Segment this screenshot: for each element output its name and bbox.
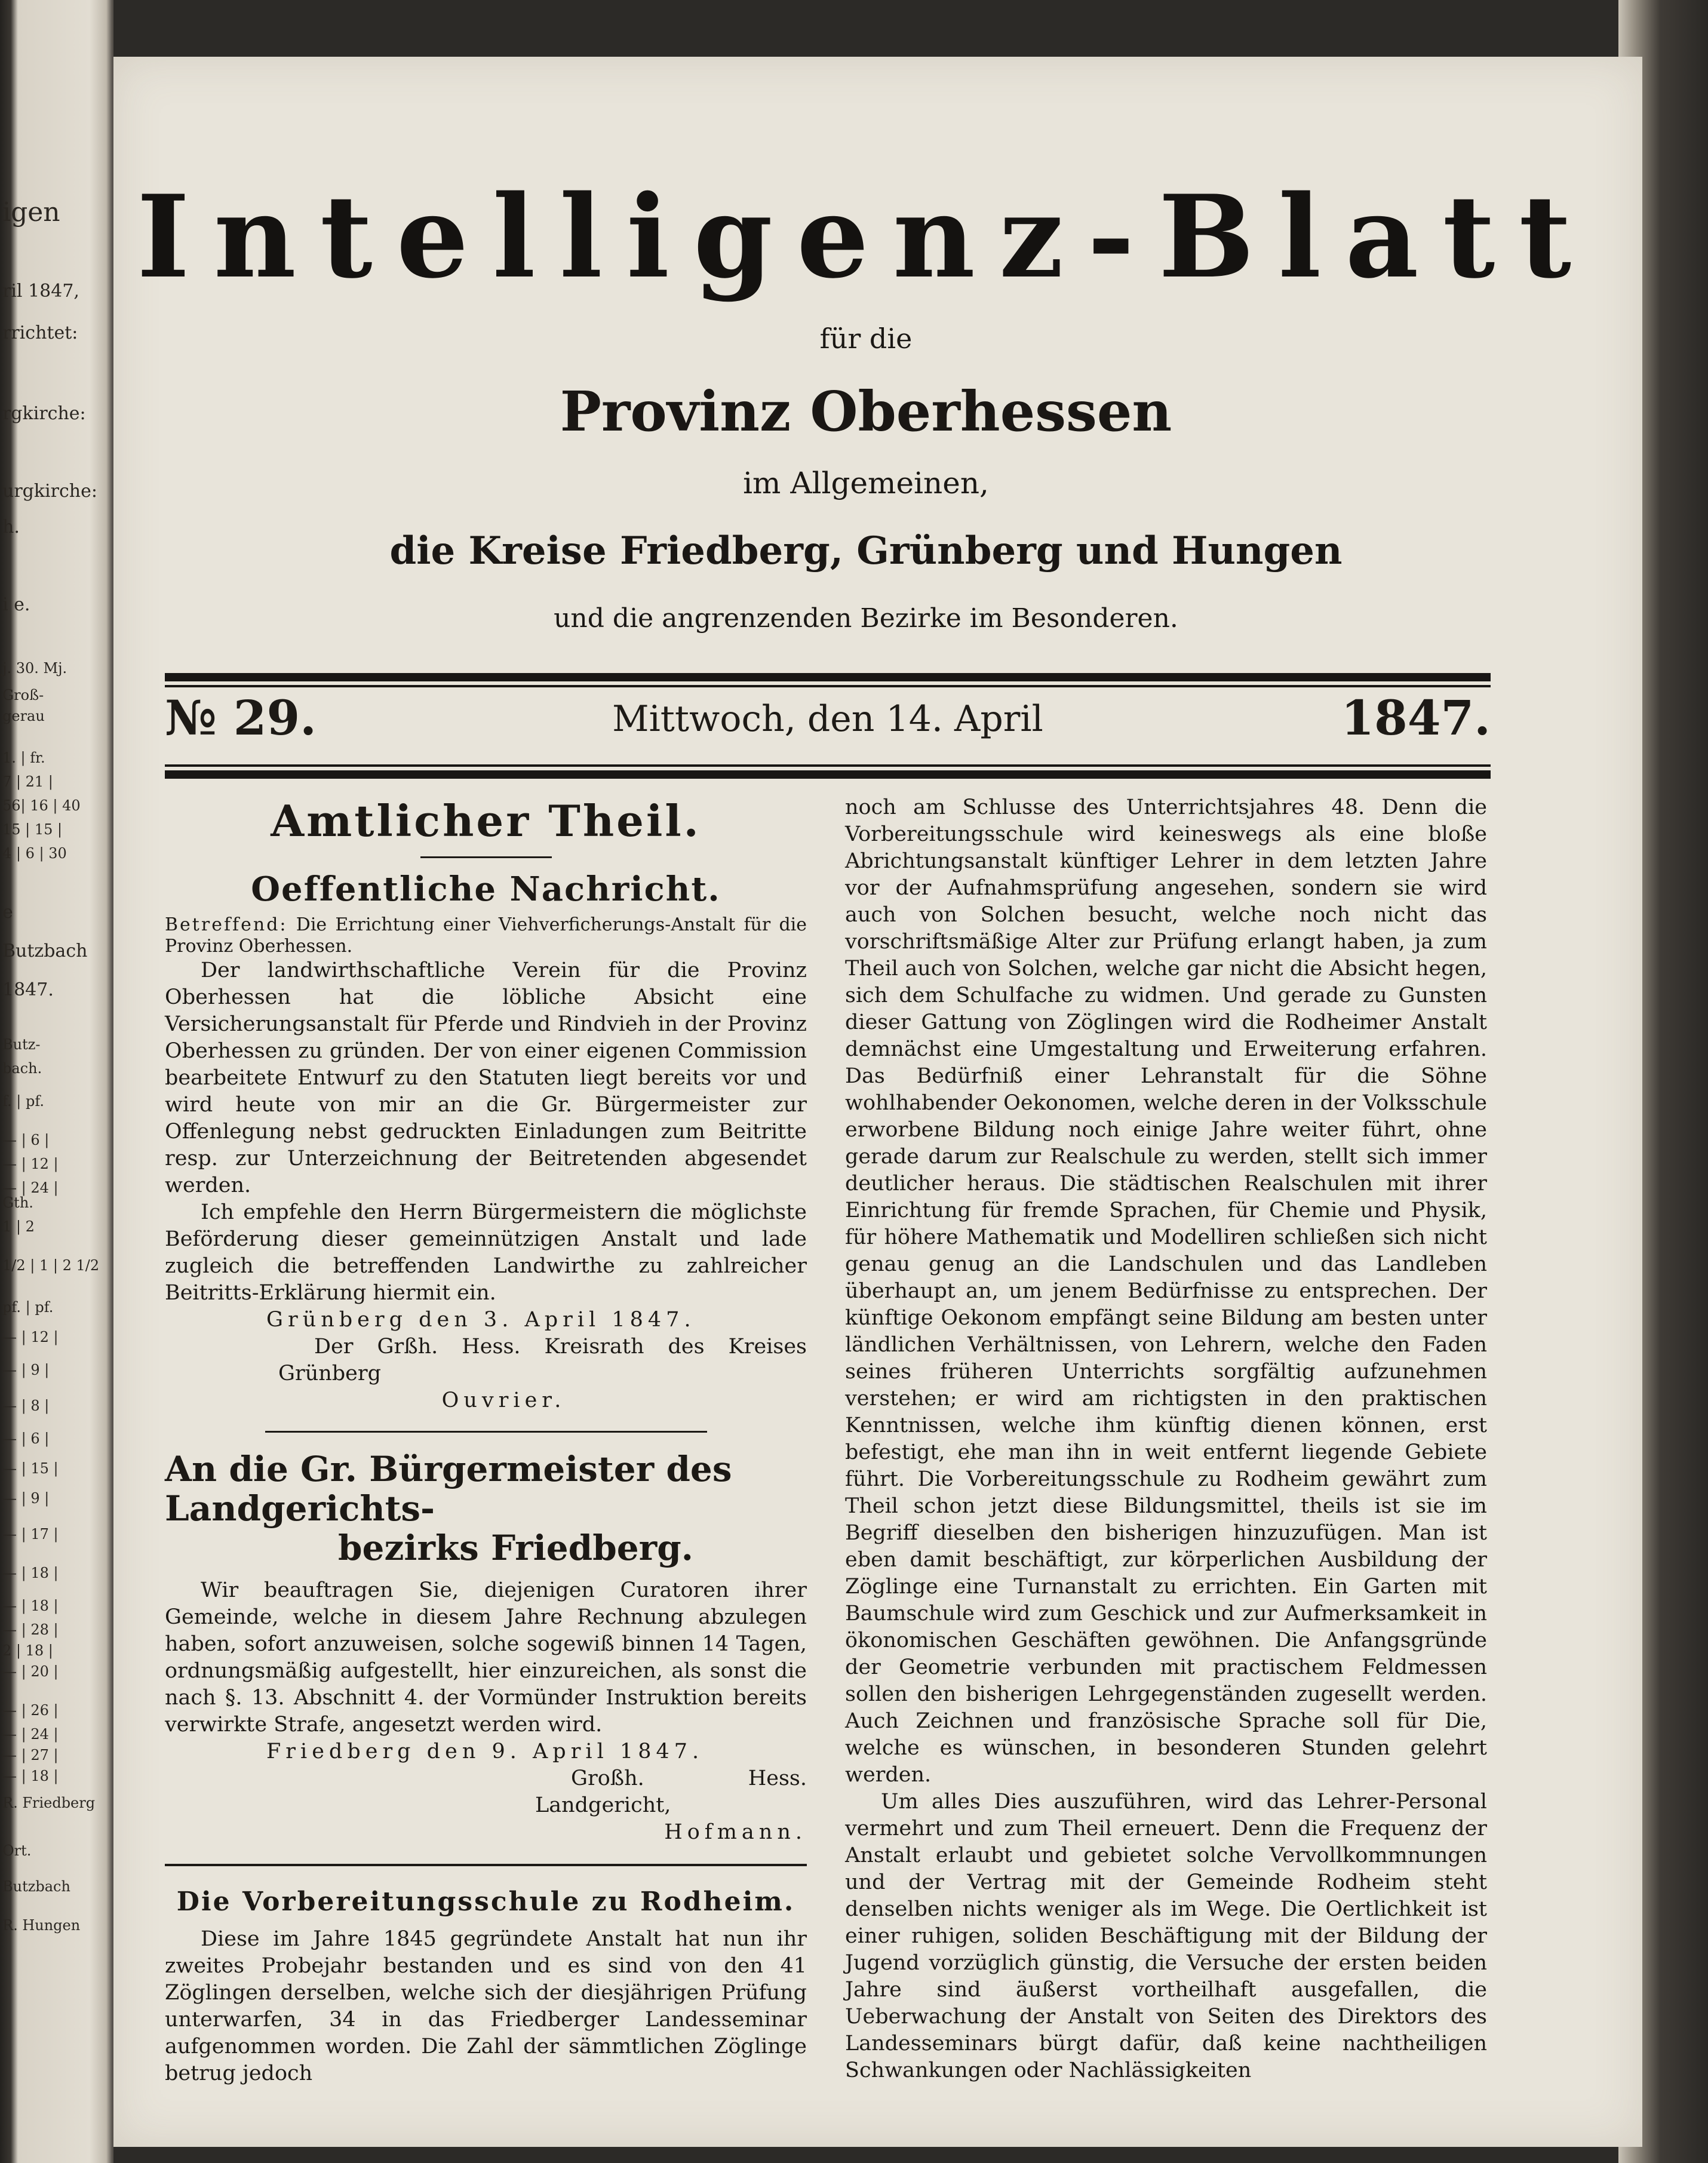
newspaper-page	[113, 57, 1642, 2147]
dateline-rule-thin	[165, 764, 1491, 767]
dateline	[165, 690, 1491, 761]
margin-line: 1 | 2	[2, 1218, 35, 1235]
notice2-paragraph: Wir beauftragen Sie, diejenigen Curatoren ihrer Gemeinde, welche in diesem Jahre Rechnung abzulegen haben, sofort anzuweisen, solche sogewiß binnen 14 Tagen, ordnungsmäßig aufgestellt, hier einzureichen, als sonst die nach §. 13. Abschnitt 4. der Vormünder Instruktion bereits verwirkte Strafe, angesetzt werden wird.	[165, 1578, 807, 1737]
margin-line: h.	[2, 517, 20, 537]
right-column	[845, 794, 1487, 2082]
notice2-signature-name: Hofmann.	[664, 1820, 807, 1844]
margin-line: — | 18 |	[2, 1565, 59, 1581]
margin-line: Butz-	[2, 1036, 41, 1053]
margin-line: — | 26 |	[2, 1702, 59, 1719]
margin-line: 1. | fr.	[2, 749, 45, 766]
article-separator-rule	[165, 1864, 807, 1866]
notice-signature-title: Der Grßh. Hess. Kreisrath des Kreises Grünberg	[278, 1335, 807, 1385]
margin-line: 4 | 6 | 30	[2, 845, 67, 862]
margin-line: 7 | 21 |	[2, 773, 53, 790]
masthead-title: Intelligenz-Blatt	[136, 170, 1596, 303]
margin-line: — | 9 |	[2, 1362, 50, 1378]
notice2-place-date: Friedberg den 9. April 1847.	[266, 1740, 704, 1763]
margin-line: e	[2, 902, 13, 923]
left-column	[165, 794, 807, 2085]
masthead-rule-thick	[165, 673, 1491, 681]
margin-line: 1847.	[2, 979, 54, 1000]
masthead-line-fuer-die: für die	[819, 322, 913, 355]
margin-line: Ort.	[2, 1842, 32, 1859]
masthead-rule-thin	[165, 685, 1491, 687]
margin-line: — | 12 |	[2, 1156, 59, 1172]
notice2-title-line1: An die Gr. Bürgermeister des Landgerichts-	[165, 1449, 732, 1529]
margin-line: Butzbach	[2, 1878, 70, 1895]
margin-line: urgkirche:	[2, 481, 97, 502]
margin-line: gerau	[2, 708, 45, 724]
margin-line: pf. | pf.	[2, 1299, 54, 1316]
notice-regarding	[165, 914, 807, 957]
margin-line: — | 20 |	[2, 1663, 59, 1680]
margin-line: — | 6 |	[2, 1132, 50, 1148]
issue-date: Mittwoch, den 14. April	[612, 698, 1043, 740]
margin-line: — | 8 |	[2, 1397, 50, 1414]
margin-line: Gth.	[2, 1194, 33, 1211]
margin-line: 56| 16 | 40	[2, 797, 81, 814]
section-rule	[420, 856, 552, 858]
margin-line: f. | pf.	[2, 1093, 45, 1110]
notice-title: Oeffentliche Nachricht.	[251, 869, 721, 909]
article-paragraph: Um alles Dies auszuführen, wird das Lehrer-Personal vermehrt und zum Theil erneuert. Denn die Frequenz der Anstalt erlaubt und gebietet solche Vervollkommnungen und der Vertrag mit der Gemeinde Rodheim steht denselben nichts weniger als im Wege. Die Oertlichkeit ist einer ruhigen, soliden Beschäftigung mit der Bildung der Jugend vorzüglich günstig, die Versuche der ersten beiden Jahre sind äußerst vortheilhaft ausgefallen, die Ueberwachung der Anstalt von Seiten des Direktors des Landesseminars bürgt dafür, daß keine nachtheiligen Schwankungen oder Nachlässigkeiten	[845, 1790, 1487, 2082]
margin-line: R. Friedberg	[2, 1795, 96, 1811]
notice2-title	[165, 1449, 807, 1568]
masthead-general: im Allgemeinen,	[743, 466, 989, 500]
margin-line: R. Hungen	[2, 1917, 81, 1934]
notice-signature-name: Ouvrier.	[441, 1388, 566, 1412]
margin-line: rgkirche:	[2, 403, 86, 424]
margin-line: j. 30. Mj.	[2, 660, 67, 677]
notice2-signature-title: Großh. Hess. Landgericht,	[535, 1766, 807, 1817]
margin-line: bach.	[2, 1060, 42, 1077]
regarding-label: Betreffend:	[165, 914, 288, 935]
margin-line: — | 9 |	[2, 1490, 50, 1507]
left-page-margin-text	[0, 0, 105, 2163]
margin-line: 1/2 | 1 | 2 1/2	[2, 1257, 100, 1274]
notice-paragraph: Der landwirthschaftliche Verein für die Provinz Oberhessen hat die löbliche Absicht eine Versicherungsanstalt für Pferde und Rindvieh in der Provinz Oberhessen zu gründen. Der von einer eigenen Commission bearbeitete Entwurf zu den Statuten liegt bereits vor und wird heute von mir an die Gr. Bürgermeister zur Offenlegung nebst gedruckten Einladungen zum Beitritte resp. zur Unterzeichnung der Beitretenden abgesendet werden.	[165, 958, 807, 1197]
margin-line: Groß-	[2, 687, 44, 703]
margin-line: — | 18 |	[2, 1768, 59, 1784]
masthead-districts: die Kreise Friedberg, Grünberg und Hungen	[389, 529, 1343, 573]
separator-rule	[265, 1431, 707, 1433]
regarding-text: Die Errichtung einer Viehverficherungs-Anstalt für die Provinz Oberhessen.	[165, 914, 807, 957]
margin-line: igen	[2, 197, 60, 228]
margin-line: — | 12 |	[2, 1329, 59, 1345]
margin-line: — | 18 |	[2, 1597, 59, 1614]
issue-year: 1847.	[1341, 690, 1491, 746]
article-title: Die Vorbereitungsschule zu Rodheim.	[176, 1887, 795, 1917]
margin-line: 2 | 18 |	[2, 1642, 53, 1659]
section-title: Amtlicher Theil.	[271, 795, 701, 846]
margin-line: — | 27 |	[2, 1747, 59, 1763]
notice2-title-line2: bezirks Friedberg.	[338, 1528, 693, 1568]
margin-line: — | 24 |	[2, 1179, 59, 1196]
notice-place-date: Grünberg den 3. April 1847.	[266, 1308, 696, 1332]
margin-line: — | 28 |	[2, 1621, 59, 1638]
margin-line: i e.	[2, 594, 30, 615]
margin-line: ril 1847,	[2, 281, 79, 302]
margin-line: Butzbach	[2, 941, 88, 961]
dateline-rule-thick	[165, 770, 1491, 779]
masthead-province: Provinz Oberhessen	[560, 379, 1172, 444]
margin-line: — | 15 |	[2, 1460, 59, 1477]
margin-line: 15 | 15 |	[2, 821, 63, 838]
article-paragraph: Diese im Jahre 1845 gegründete Anstalt hat nun ihr zweites Probejahr bestanden und es sind von den 41 Zöglingen derselben, welche sich der diesjährigen Prüfung unterwarfen, 34 in das Friedberger Landesseminar aufgenommen worden. Die Zahl der sämmtlichen Zöglinge betrug jedoch	[165, 1927, 807, 2085]
masthead-particular: und die angrenzenden Bezirke im Besonderen.	[554, 603, 1178, 634]
article-continued-paragraph: noch am Schlusse des Unterrichtsjahres 48. Denn die Vorbereitungsschule wird keineswegs als eine bloße Abrichtungsanstalt künftiger Lehrer in dem letzten Jahre vor der Aufnahmsprüfung angesehen, sondern sie wird auch von Solchen besucht, welche noch nicht das vorschriftsmäßige Alter zur Prüfung erlangt haben, ja zum Theil auch von Solchen, welche gar nicht die Absicht hegen, sich dem Schulfache zu widmen. Und gerade zu Gunsten dieser Gattung von Zöglingen wird die Rodheimer Anstalt demnächst eine Umgestaltung und Erweiterung erfahren. Das Bedürfniß einer Lehranstalt für die Söhne wohlhabender Oekonomen, welche deren in der Volksschule erworbene Bildung noch einige Jahre weiter führt, ohne gerade darum zur Realschule zu werden, stellt sich immer deutlicher heraus. Die städtischen Realschulen mit ihrer Einrichtung für fremde Sprachen, für Chemie und Physik, für höhere Mathematik und Modelliren schließen sich nicht genau genug an die Landschulen und das Landleben überhaupt an, um jenem Bedürfnisse zu entsprechen. Der künftige Oekonom empfängt seine Bildung am besten unter ländlichen Verhältnissen, von Lehrern, welche den Faden seines früheren Unterrichts sorgfältig aufzunehmen verstehen; er wird am richtigsten in den praktischen Kenntnissen, welche ihm künftig dienen können, erst befestigt, ehe man ihn in weit entfernt liegende Gebiete führt. Die Vorbereitungsschule zu Rodheim gewährt zum Theil schon jetzt diese Bildungsmittel, theils ist sie im Begriff dieselben den bisherigen hinzuzufügen. Man ist eben damit beschäftigt, zur körperlichen Ausbildung der Zöglinge eine Turnanstalt zu errichten. Ein Garten mit Baumschule wird zum Geschick und zur Aufmerksamkeit in ökonomischen Geschäften gewöhnen. Die Anfangsgründe der Geometrie verbunden mit practischem Feldmessen sollen den bisherigen Lehrgegenständen zugesellt werden. Auch Zeichnen und französische Sprache soll für Die, welche es wünschen, in besonderen Stunden gelehrt werden.	[845, 795, 1487, 1787]
notice-paragraph: Ich empfehle den Herrn Bürgermeistern die möglichste Beförderung dieser gemeinnützigen Anstalt und lade zugleich die betreffenden Landwirthe zu zahlreicher Beitritts-Erklärung hiermit ein.	[165, 1200, 807, 1305]
margin-line: — | 17 |	[2, 1526, 59, 1543]
margin-line: rrichtet:	[2, 322, 78, 343]
issue-number: № 29.	[165, 690, 317, 746]
margin-line: — | 24 |	[2, 1726, 59, 1743]
margin-line: — | 6 |	[2, 1430, 50, 1447]
